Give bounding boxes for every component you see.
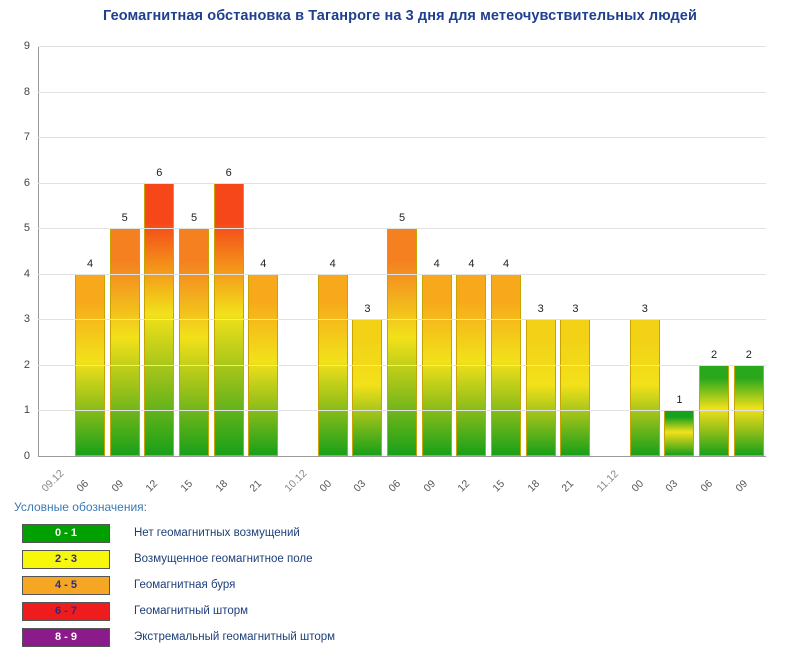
bar-slot [211, 46, 246, 456]
gridline [38, 456, 766, 457]
x-axis-tick: 06 [698, 477, 716, 495]
x-axis-tick: 06 [386, 477, 404, 495]
gridline [38, 137, 766, 138]
y-axis-tick: 0 [23, 450, 30, 462]
legend-item [14, 625, 794, 649]
bar-slot [731, 46, 766, 456]
y-axis-tick: 6 [23, 176, 30, 189]
bar-value-label: 6 [156, 166, 163, 179]
legend-swatch: 4 - 5 [22, 576, 110, 595]
legend-swatch: 0 - 1 [22, 524, 110, 543]
bar-value-label: 4 [329, 257, 336, 270]
y-axis-tick: 9 [23, 40, 30, 52]
y-axis-tick: 5 [23, 222, 30, 235]
bar[interactable] [630, 303, 660, 456]
y-axis-tick: 3 [23, 313, 30, 326]
y-axis-labels [0, 40, 34, 462]
y-axis-tick: 8 [23, 85, 30, 98]
bar-slot [558, 46, 593, 456]
legend-item [14, 521, 794, 545]
gridline [38, 410, 766, 411]
bar-value-label: 2 [745, 348, 752, 361]
bar-value-label: 4 [433, 257, 440, 270]
bar-value-label: 1 [676, 394, 683, 407]
bar-slot [489, 46, 524, 456]
gridline [38, 365, 766, 366]
bar-slot [281, 46, 316, 456]
bar-slot [177, 46, 212, 456]
bar-slot [350, 46, 385, 456]
bar-slot [107, 46, 142, 456]
bar-value-label: 4 [260, 257, 267, 270]
bar-value-label: 5 [190, 212, 198, 225]
legend-rows [14, 521, 794, 649]
chart-plot [0, 36, 800, 495]
bar-slot [73, 46, 108, 456]
y-axis-tick: 4 [23, 267, 30, 280]
bar[interactable] [664, 394, 694, 456]
x-axis-tick: 10.12 [282, 467, 310, 495]
bar-slot [385, 46, 420, 456]
x-axis-tick: 18 [525, 477, 542, 495]
y-axis-tick: 1 [23, 404, 30, 417]
gridline [38, 319, 766, 320]
bar-value-label: 3 [537, 303, 544, 316]
legend-title: Условные обозначения: [14, 500, 147, 514]
bar-slot [523, 46, 558, 456]
bar-value-label: 3 [364, 303, 371, 316]
x-axis-tick: 09 [421, 477, 438, 495]
x-axis-tick: 09.12 [39, 467, 67, 495]
bar[interactable] [560, 303, 590, 456]
bar-series [38, 46, 766, 456]
plot-area [38, 46, 766, 456]
y-axis-tick: 2 [23, 358, 30, 371]
x-axis-tick: 03 [663, 477, 681, 495]
x-axis-tick: 03 [351, 477, 369, 495]
x-axis-tick: 00 [629, 477, 646, 495]
bar-slot [142, 46, 177, 456]
bar[interactable] [352, 303, 382, 456]
bar-value-label: 4 [468, 257, 475, 270]
x-axis-tick: 21 [559, 477, 577, 495]
legend-label: Экстремальный геомагнитный шторм [134, 631, 336, 643]
gridline [38, 183, 766, 184]
gridline [38, 46, 766, 47]
y-axis-tick: 7 [23, 131, 30, 144]
bar-slot [697, 46, 732, 456]
legend-label: Нет геомагнитных возмущений [134, 527, 300, 539]
legend-label: Геомагнитная буря [134, 579, 236, 591]
x-axis-tick: 09 [733, 477, 750, 495]
legend-item [14, 599, 794, 623]
bar-value-label: 5 [121, 212, 128, 225]
bar[interactable] [179, 212, 209, 456]
bar-value-label: 5 [398, 212, 406, 225]
x-axis-tick: 15 [490, 477, 508, 495]
legend-swatch: 2 - 3 [22, 550, 110, 569]
legend-item [14, 573, 794, 597]
bar-slot [593, 46, 628, 456]
bar-slot [38, 46, 73, 456]
legend [14, 500, 794, 651]
page-title: Геомагнитная обстановка в Таганроге на 3 дня для метеочувствительных людей [103, 8, 697, 24]
x-axis-tick: 21 [247, 477, 265, 495]
bar-slot [246, 46, 281, 456]
bar-slot [419, 46, 454, 456]
bar-slot [454, 46, 489, 456]
x-axis-tick: 06 [74, 477, 92, 495]
x-axis-tick: 15 [178, 477, 196, 495]
bar-value-label: 6 [225, 166, 232, 179]
x-axis-tick: 12 [455, 477, 473, 495]
bar-slot [662, 46, 697, 456]
x-axis-tick: 11.12 [594, 468, 622, 495]
bar-value-label: 4 [86, 257, 94, 270]
x-axis-tick: 00 [317, 477, 334, 495]
bar-slot [315, 46, 350, 456]
bar-value-label: 3 [572, 303, 579, 316]
bar[interactable] [387, 212, 417, 456]
bar-value-label: 3 [641, 303, 648, 316]
bar[interactable] [110, 212, 140, 456]
gridline [38, 274, 766, 275]
gridline [38, 228, 766, 229]
gridline [38, 92, 766, 93]
x-axis-tick: 09 [109, 477, 126, 495]
x-axis-tick: 18 [213, 477, 230, 495]
legend-swatch: 8 - 9 [22, 628, 110, 647]
legend-swatch: 6 - 7 [22, 602, 110, 621]
x-axis-tick: 12 [143, 477, 161, 495]
bar-value-label: 2 [711, 348, 718, 361]
bar-value-label: 4 [503, 257, 510, 270]
legend-label: Возмущенное геомагнитное поле [134, 553, 313, 565]
legend-item [14, 547, 794, 571]
bar-slot [627, 46, 662, 456]
legend-label: Геомагнитный шторм [134, 605, 249, 617]
bar[interactable] [526, 303, 556, 456]
